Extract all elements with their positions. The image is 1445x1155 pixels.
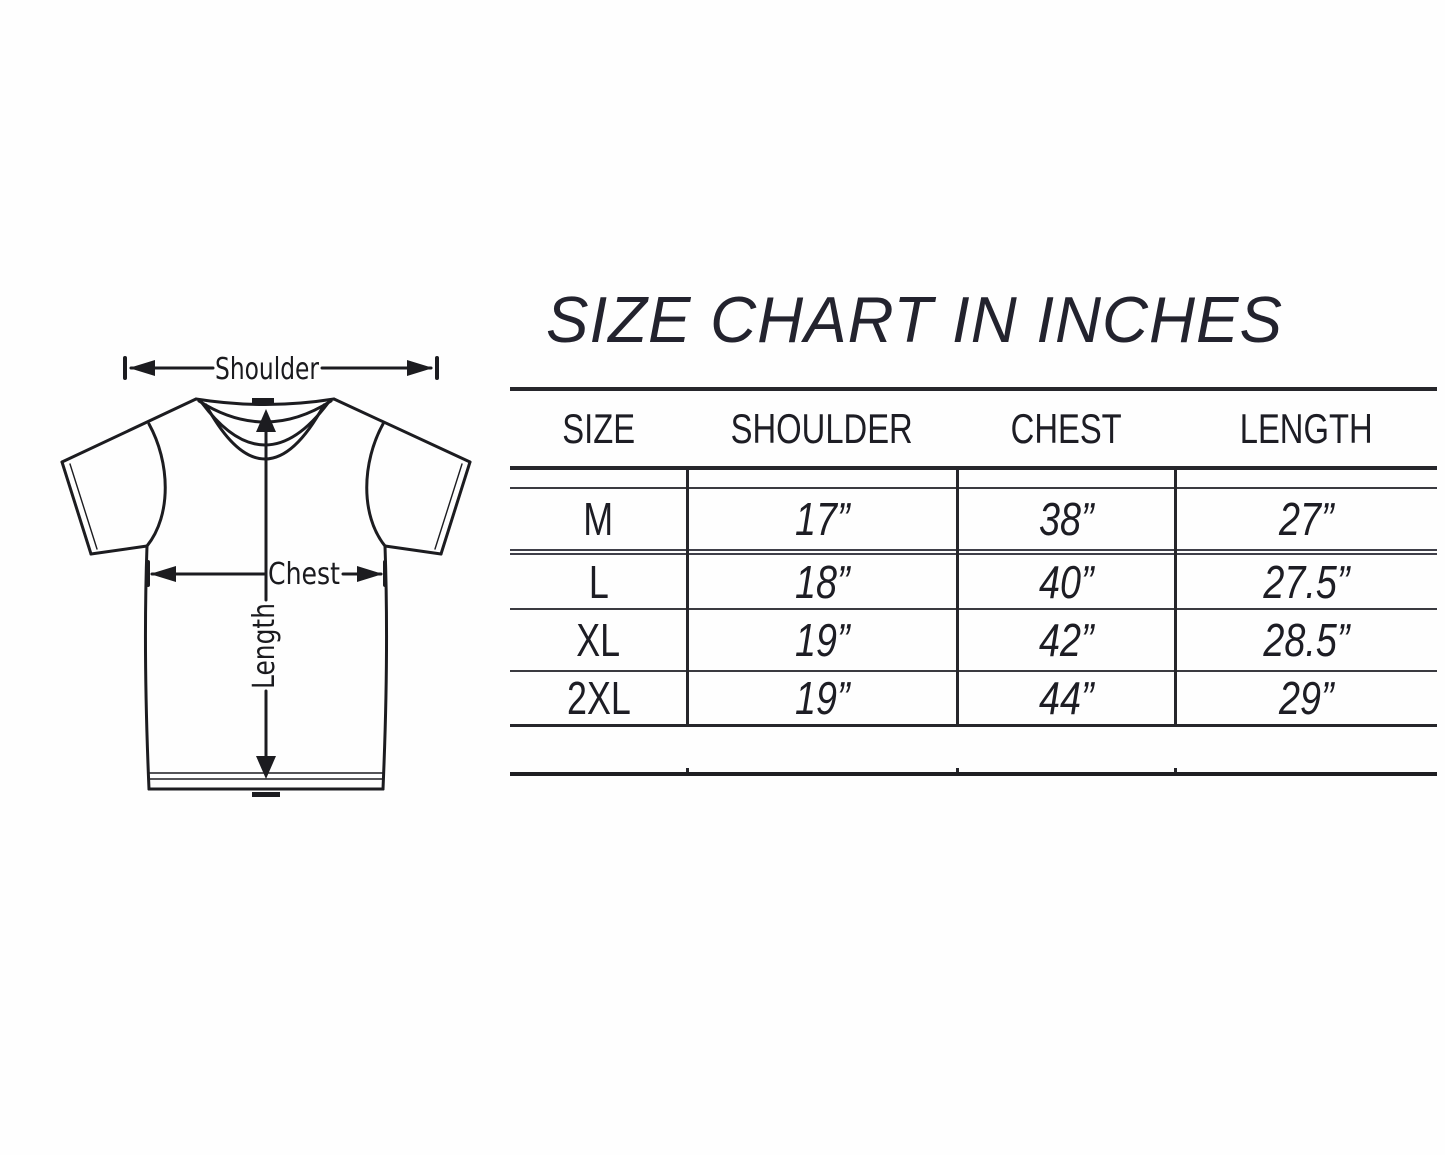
right-armhole-seam <box>367 424 385 546</box>
arrowhead-left-icon <box>150 566 176 582</box>
collar-tab <box>252 398 274 404</box>
left-armhole-seam <box>147 424 165 546</box>
header-bottom-rule <box>510 466 1437 470</box>
right-sleeve <box>367 424 470 554</box>
length-measure-arrow <box>247 409 282 797</box>
size-table <box>510 387 1437 782</box>
footer-tick <box>686 768 689 772</box>
table-row-l-length: 27.5” <box>1262 555 1349 608</box>
table-row-m-size: M <box>583 493 614 545</box>
table-row-2xl-shoulder: 19” <box>794 672 850 724</box>
column-header-chest: CHEST <box>1010 404 1122 452</box>
length-label: Length <box>247 585 282 689</box>
table-row-2xl-chest: 44” <box>1038 672 1094 724</box>
chest-label: Chest <box>268 557 341 592</box>
arrowhead-left-icon <box>129 360 155 376</box>
table-row-xl-length: 28.5” <box>1262 614 1349 666</box>
page-title: SIZE CHART IN INCHES <box>546 283 1283 356</box>
left-shoulder-edge <box>62 399 196 462</box>
column-header-length: LENGTH <box>1239 404 1373 452</box>
table-row-m-chest: 38” <box>1038 493 1094 545</box>
table-row-m-length: 27” <box>1278 493 1334 545</box>
footer-tick <box>1174 768 1177 772</box>
table-row-l-size: L <box>588 555 609 608</box>
footer-rule <box>510 772 1437 776</box>
tshirt-measurement-diagram <box>0 0 520 840</box>
column-header-size: SIZE <box>562 404 635 452</box>
left-sleeve <box>62 424 165 554</box>
arrowhead-down-icon <box>256 756 276 779</box>
arrowhead-right-icon <box>357 566 383 582</box>
table-row-xl-size: XL <box>576 614 621 666</box>
footer-tick <box>956 768 959 772</box>
length-end-bar <box>252 792 280 797</box>
table-row-m-shoulder: 17” <box>794 493 850 545</box>
shoulder-label: Shoulder <box>215 352 320 387</box>
table-row-xl-chest: 42” <box>1038 614 1094 666</box>
table-row-l-chest: 40” <box>1038 555 1094 608</box>
table-row-2xl-size: 2XL <box>566 672 631 724</box>
arrowhead-right-icon <box>407 360 433 376</box>
shoulder-measure-arrow <box>125 352 437 387</box>
table-row-l-shoulder: 18” <box>794 555 850 608</box>
table-row-2xl-length: 29” <box>1278 672 1334 724</box>
table-row-xl-shoulder: 19” <box>794 614 850 666</box>
column-header-shoulder: SHOULDER <box>730 404 914 452</box>
right-shoulder-edge <box>334 399 470 462</box>
